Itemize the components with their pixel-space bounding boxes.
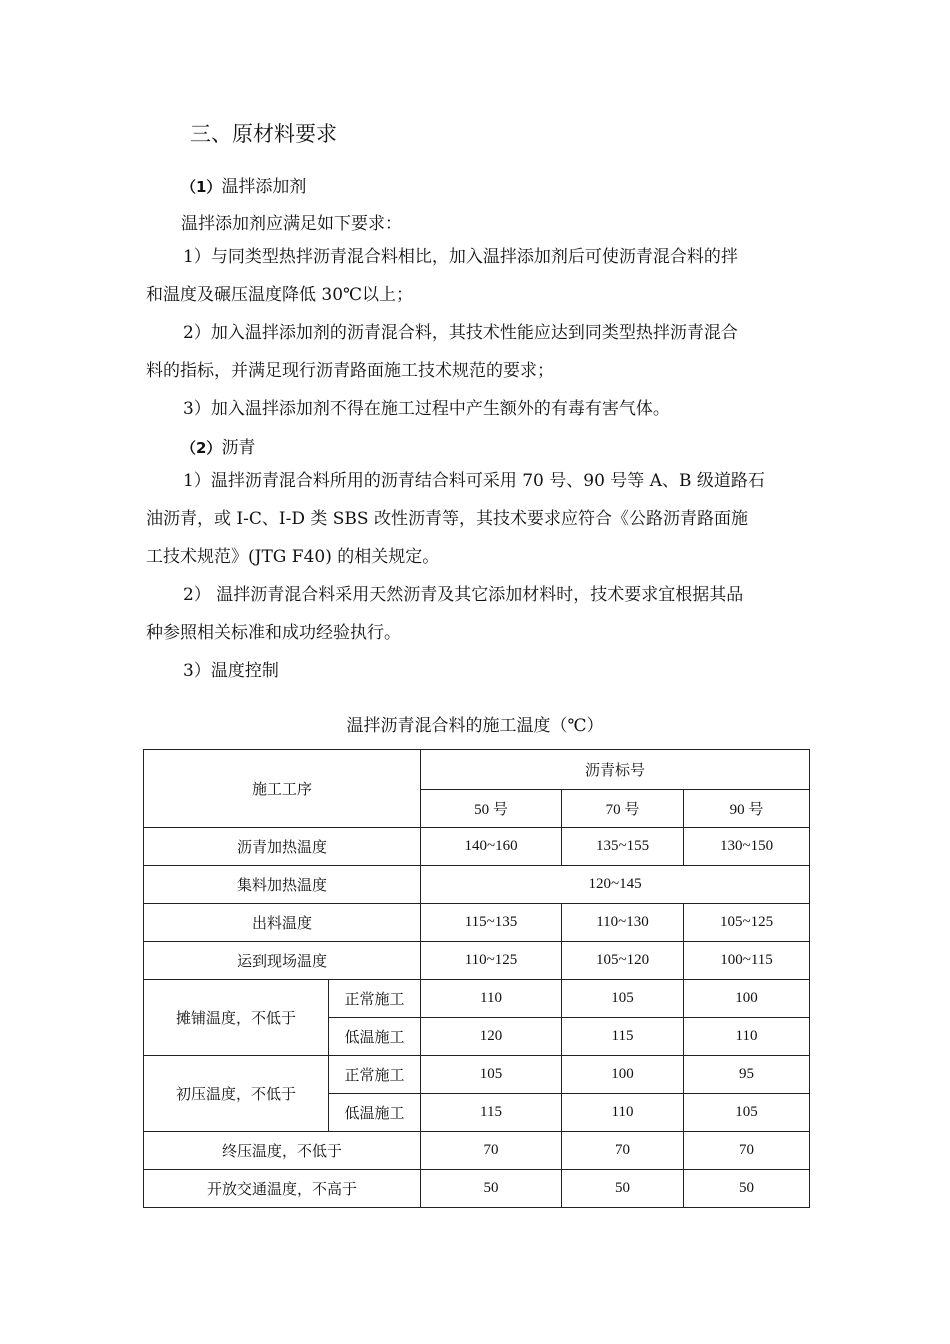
cell-value: 105~120 bbox=[562, 942, 684, 980]
header-grade: 沥青标号 bbox=[421, 750, 810, 790]
table-row bbox=[144, 942, 810, 980]
cell-value: 130~150 bbox=[684, 828, 810, 866]
cell-value: 100 bbox=[562, 1056, 684, 1094]
part2-item3: 3）温度控制 bbox=[183, 661, 279, 681]
row-label: 运到现场温度 bbox=[144, 942, 421, 980]
cell-value: 105 bbox=[421, 1056, 562, 1094]
grade-90: 90 号 bbox=[684, 790, 810, 828]
grade-70: 70 号 bbox=[562, 790, 684, 828]
table-row bbox=[144, 980, 810, 1018]
cell-value: 110~130 bbox=[562, 904, 684, 942]
part1-number: （1） bbox=[181, 178, 222, 196]
cell-value: 50 bbox=[421, 1170, 562, 1208]
part2-item2-line1: 2） 温拌沥青混合料采用天然沥青及其它添加材料时，技术要求宜根据其品 bbox=[183, 585, 744, 605]
part1-heading bbox=[181, 172, 306, 197]
section-title: 三、原材料要求 bbox=[190, 122, 337, 146]
cell-value: 95 bbox=[684, 1056, 810, 1094]
part1-intro: 温拌添加剂应满足如下要求： bbox=[181, 214, 402, 234]
table-row bbox=[144, 828, 810, 866]
table-row bbox=[144, 1132, 810, 1170]
cell-value: 110 bbox=[562, 1094, 684, 1132]
row-label: 集料加热温度 bbox=[144, 866, 421, 904]
sub-row-label: 正常施工 bbox=[329, 980, 421, 1018]
part1-item1-line2: 和温度及碾压温度降低 30℃以上； bbox=[146, 285, 414, 305]
grade-50: 50 号 bbox=[421, 790, 562, 828]
cell-value: 70 bbox=[684, 1132, 810, 1170]
table-row bbox=[144, 904, 810, 942]
construction-temperature-table bbox=[143, 749, 810, 1208]
part2-heading bbox=[181, 433, 255, 458]
row-label: 终压温度，不低于 bbox=[144, 1132, 421, 1170]
table-header-row bbox=[144, 750, 810, 790]
row-label: 开放交通温度，不高于 bbox=[144, 1170, 421, 1208]
cell-value: 120~145 bbox=[421, 866, 810, 904]
row-label: 沥青加热温度 bbox=[144, 828, 421, 866]
cell-value: 105~125 bbox=[684, 904, 810, 942]
cell-value: 110~125 bbox=[421, 942, 562, 980]
cell-value: 100 bbox=[684, 980, 810, 1018]
cell-value: 110 bbox=[421, 980, 562, 1018]
cell-value: 115~135 bbox=[421, 904, 562, 942]
table-row bbox=[144, 1056, 810, 1094]
part2-number: （2） bbox=[181, 439, 222, 457]
row-label: 出料温度 bbox=[144, 904, 421, 942]
row-label: 摊铺温度，不低于 bbox=[144, 980, 329, 1056]
cell-value: 140~160 bbox=[421, 828, 562, 866]
cell-value: 110 bbox=[684, 1018, 810, 1056]
sub-row-label: 正常施工 bbox=[329, 1056, 421, 1094]
cell-value: 105 bbox=[684, 1094, 810, 1132]
cell-value: 115 bbox=[562, 1018, 684, 1056]
row-label: 初压温度，不低于 bbox=[144, 1056, 329, 1132]
cell-value: 70 bbox=[562, 1132, 684, 1170]
part2-item1-line3: 工技术规范》(JTG F40) 的相关规定。 bbox=[146, 547, 440, 567]
cell-value: 100~115 bbox=[684, 942, 810, 980]
part1-item2-line2: 料的指标，并满足现行沥青路面施工技术规范的要求； bbox=[146, 361, 554, 381]
header-process: 施工工序 bbox=[144, 750, 421, 828]
part2-item2-line2: 种参照相关标准和成功经验执行。 bbox=[146, 623, 401, 643]
part1-item2-line1: 2）加入温拌添加剂的沥青混合料，其技术性能应达到同类型热拌沥青混合 bbox=[183, 323, 738, 343]
cell-value: 70 bbox=[421, 1132, 562, 1170]
table-caption: 温拌沥青混合料的施工温度（℃） bbox=[346, 716, 604, 736]
part1-title: 温拌添加剂 bbox=[221, 177, 307, 197]
part1-item1-line1: 1）与同类型热拌沥青混合料相比，加入温拌添加剂后可使沥青混合料的拌 bbox=[183, 247, 738, 267]
cell-value: 50 bbox=[562, 1170, 684, 1208]
cell-value: 50 bbox=[684, 1170, 810, 1208]
part2-item1-line1: 1）温拌沥青混合料所用的沥青结合料可采用 70 号、90 号等 A、B 级道路石 bbox=[183, 471, 765, 491]
part2-title: 沥青 bbox=[221, 438, 256, 458]
table-row bbox=[144, 866, 810, 904]
sub-row-label: 低温施工 bbox=[329, 1094, 421, 1132]
table-row bbox=[144, 1170, 810, 1208]
part1-item3: 3）加入温拌添加剂不得在施工过程中产生额外的有毒有害气体。 bbox=[183, 399, 670, 419]
cell-value: 105 bbox=[562, 980, 684, 1018]
part2-item1-line2: 油沥青，或 I-C、I-D 类 SBS 改性沥青等，其技术要求应符合《公路沥青路面施 bbox=[146, 509, 748, 529]
sub-row-label: 低温施工 bbox=[329, 1018, 421, 1056]
cell-value: 115 bbox=[421, 1094, 562, 1132]
cell-value: 135~155 bbox=[562, 828, 684, 866]
cell-value: 120 bbox=[421, 1018, 562, 1056]
